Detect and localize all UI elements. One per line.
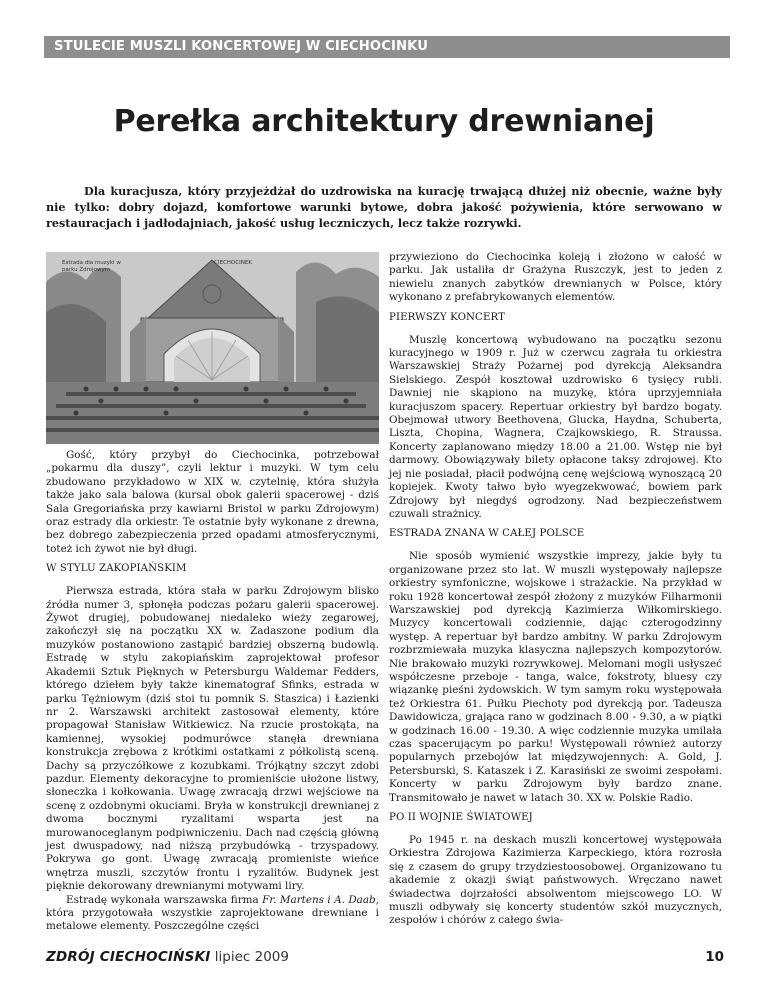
subheading-zakopane-style: W STYLU ZAKOPIAŃSKIM xyxy=(46,563,187,575)
right-column xyxy=(389,251,722,928)
right-paragraph-0: przywieziono do Ciechocinka koleją i złożono w całość w parku. Jak ustaliła dr Grażyna Ruszczyk, jest to jeden z niewielu znanych zabytków drewnianych w Polsce, który wykonano z prefabrykowanych elementów. xyxy=(389,251,722,304)
left-paragraph-3-start: Estradę wykonała warszawska firma xyxy=(66,893,263,906)
concert-shell-photo xyxy=(46,252,379,444)
subheading-known-in-poland: ESTRADA ZNANA W CAŁEJ POLSCE xyxy=(389,528,585,540)
page-number: 10 xyxy=(705,949,724,965)
subheading-after-war: PO II WOJNIE ŚWIATOWEJ xyxy=(389,812,533,824)
article-title: Perełka architektury drewnianej xyxy=(113,104,655,139)
right-paragraph-2: Nie sposób wymienić wszystkie imprezy, jakie były tu organizowane przez sto lat. W muszli występowały najlepsze orkiestry symfoniczne, wojskowe i strażackie. Na przykład w roku 1928 koncertował zespół złożony z muzyków Filharmonii Warszawskiej pod dyrekcją Kazimierza Wiłkomirskiego. Muzycy koncertowali codziennie, dając czterogodzinny występ. A repertuar był bardzo ambitny. W parku Zdrojowym rozbrzmiewała muzyka klasyczna najlepszych kompozytorów. Nie brakowało muzyki rozrywkowej. Melomani mogli usłyszeć współczesne przeboje - tanga, walce, fokstroty, bluesy czy wiązankę pieśni żydowskich. W tym samym roku występowała też Orkiestra 61. Pułku Piechoty pod dyrekcją por. Tadeusza Dawidowicza, grająca rano w godzinach 8.00 - 9.30, a w piątki w godzinach 16.00 - 19.30. A więc codziennie muzyka umilała czas spacerującym po parku! Występowali również autorzy popularnych przebojów lat międzywojennych: A. Gold, J. Petersburski, S. Kataszek i Z. Karasiński ze swoimi zespołami. Koncerty w parku Zdrojowym były bardzo znane. Transmitowało je nawet w latach 30. XX w. Polskie Radio. xyxy=(389,550,722,804)
left-paragraph-2: Pierwsza estrada, która stała w parku Zdrojowym blisko źródła numer 3, spłonęła podczas pożaru galerii spacerowej. Żywot drugiej, pobudowanej niedaleko wieży zegarowej, zakończył się na początku XX w. Zadaszone podium dla muzyków postanowiono zastąpić bardziej obszerną budowlą. Estradę w stylu zakopiańskim zaprojektował profesor Akademii Sztuk Pięknych w Petersburgu Waldemar Fedders, którego dziełem były także kinematograf Sfinks, estrada w parku Tężniowym (dziś stoi tu pomnik S. Staszica) i Łazienki nr 2. Warszawski architekt zastosował elementy, które propagował Stanisław Witkiewicz. Na rzucie prostokąta, na kamiennej, wysokiej podmurówce stanęła drewniana konstrukcja zrębowa z krótkimi ostatkami z półkolistą sceną. Dachy są przyczółkowe z kozubkami. Trójkątny szczyt zdobi pazdur. Elementy dekoracyjne to promieniście ułożone listwy, słoneczka i kołkowania. Uwagę zwracają drzwi wejściowe na scenę z ozdobnymi okuciami. Bryła w konstrukcji drewnianej z dwoma bocznymi ryzalitami wsparta jest na murowanoceglanym podpiwniczeniu. Dach nad częścią główną jest dwuspadowy, nad niższą przybudówką - trzyspadowy. Pokrywa go gont. Uwagę zwracają promieniste wieńce wnętrza muszli, szczytów frontu i ryzalitów. Budynek jest pięknie dekorowany drewnianymi motywami liry. xyxy=(46,585,379,893)
firm-name: Fr. Martens i A. Daab xyxy=(262,893,376,906)
footer-publication xyxy=(46,948,289,966)
left-paragraph-3-end: , która przygotowała wszystkie zaprojektowane drewniane i metalowe elementy. Poszczególne części xyxy=(46,893,379,933)
left-column xyxy=(46,252,379,934)
issue-date: lipiec 2009 xyxy=(214,949,289,965)
right-paragraph-3: Po 1945 r. na deskach muszli koncertowej występowała Orkiestra Zdrojowa Kazimierza Karpeckiego, która rozrosła się z czasem do grupy trzydziestoosobowej. Organizowano tu akademie z okazji świąt państwowych. Wręczano nawet świadectwa dojrzałości absolwentom miejscowego LO. W muszli odbywały się koncerty studentów szkół muzycznych, zespołów i chórów z całego świa- xyxy=(389,834,722,927)
left-paragraph-1: Gość, który przybył do Ciechocinka, potrzebował „pokarmu dla duszy”, czyli lektur i muzyki. W tym celu zbudowano przykładowo w XIX w. czytelnię, która służyła także jako sala balowa (kursal obok galerii spacerowej - dziś Sala Gregoriańska przy kawiarni Bristol w parku Zdrojowym) oraz estrady dla orkiestr. Te ostatnie były wykonane z drewna, bez dobrego zabezpieczenia przed opadami atmosferycznymi, toteż ich żywot nie był długi. xyxy=(46,449,379,555)
photo-label: CIECHOCINEK xyxy=(214,260,252,266)
publication-name: ZDRÓJ CIECHOCIŃSKI xyxy=(46,949,211,965)
photo-illustration xyxy=(46,252,379,444)
section-banner: STULECIE MUSZLI KONCERTOWEJ W CIECHOCINKU xyxy=(44,36,730,58)
subheading-first-concert: PIERWSZY KONCERT xyxy=(389,311,505,323)
photo-caption: Estrada dla muzyki w parku Zdrojowym xyxy=(62,260,121,273)
article-lead: Dla kuracjusza, który przyjeżdżał do uzdrowiska na kurację trwającą dłużej niż obecnie, ważne były nie tylko: dobry dojazd, komfortowe warunki bytowe, dobra jakość pożywienia, które serwowano w restauracjach i jadłodajniach, jakość usług leczniczych, lecz także rozrywki. xyxy=(46,184,722,230)
left-paragraph-3 xyxy=(46,894,379,934)
right-paragraph-1: Muszlę koncertową wybudowano na początku sezonu kuracyjnego w 1909 r. Już w czerwcu zagrała tu orkiestra Warszawskiej Straży Pożarnej pod dyrekcją Aleksandra Sielskiego. Zespół kosztował uzdrowisko 6 tysięcy rubli. Dawniej nie skąpiono na muzykę, która uprzyjemniała kuracjuszom spacery. Repertuar orkiestry był bardzo bogaty. Obejmował utwory Beethovena, Glucka, Haydna, Schuberta, Liszta, Chopina, Wagnera, Czajkowskiego, R. Straussa. Koncerty zaplanowano między 18.00 a 21.00. Wstęp nie był darmowy. Obowiązywały bilety opłacone taksy zdrojowej. Kto jej nie posiadał, płacił podwójną cenę wejściową wynoszącą 20 kopiejek. Kwoty tałwo było wyegzekwować, bowiem park Zdrojowy był niegdyś ogrodzony. Nad bezpieczeństwem czuwali strażnicy. xyxy=(389,333,722,520)
